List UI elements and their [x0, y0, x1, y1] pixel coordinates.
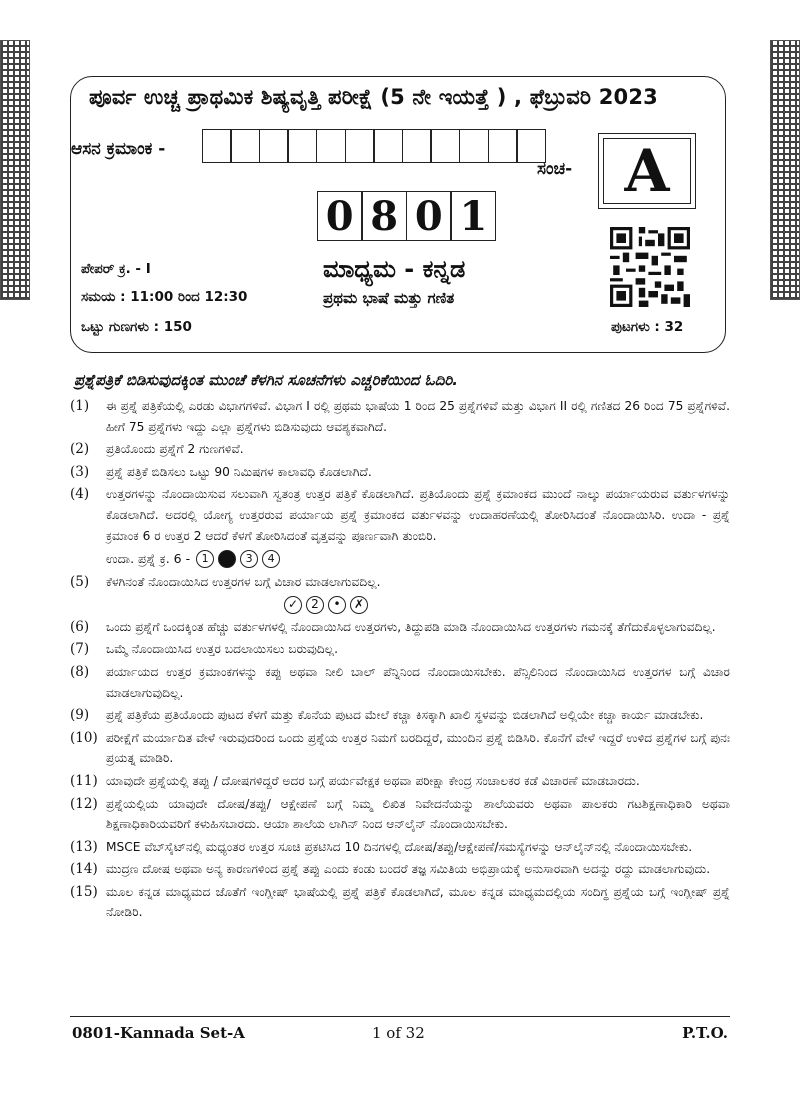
code-digit: 1 — [450, 191, 496, 241]
roll-digit-box[interactable] — [316, 129, 346, 163]
paper-number: ಪೇಪರ್ ಕ್ರ. - I — [81, 261, 151, 277]
option-circle-filled — [218, 550, 236, 568]
instruction-item: (2) ಪ್ರತಿಯೊಂದು ಪ್ರಶ್ನೆಗೆ 2 ಗುಣಗಳಿವೆ. — [70, 441, 244, 458]
instructions-heading: ಪ್ರಶ್ನೆಪತ್ರಿಕೆ ಬಿಡಿಸುವುದಕ್ಕಿಂತ ಮುಂಚೆ ಕೆಳಗಿನ ಸೂಚನೆಗಳು ಎಚ್ಚರಿಕೆಯಿಂದ ಓದಿರಿ. — [74, 371, 458, 389]
roll-digit-box[interactable] — [459, 129, 489, 163]
roll-number-boxes[interactable] — [203, 129, 546, 163]
footer-pto: P.T.O. — [682, 1024, 728, 1042]
roll-digit-box[interactable] — [287, 129, 317, 163]
decorative-border-right — [770, 40, 800, 300]
code-digit: 8 — [361, 191, 407, 241]
instruction-item: (3) ಪ್ರಶ್ನೆ ಪತ್ರಿಕೆ ಬಿಡಿಸಲು ಒಟ್ಟು 90 ನಿಮಿಷಗಳ ಕಾಲಾವಧಿ ಕೊಡಲಾಗಿದೆ. — [70, 463, 372, 480]
roll-digit-box[interactable] — [516, 129, 546, 163]
qr-code-icon — [610, 227, 690, 307]
medium-label: ಮಾಧ್ಯಮ - ಕನ್ನಡ — [323, 255, 466, 283]
instructions-list — [70, 396, 730, 925]
instruction-item: (7) ಒಮ್ಮೆ ನೊಂದಾಯಿಸಿದ ಉತ್ತರ ಬದಲಾಯಿಸಲು ಬರುವುದಿಲ್ಲ. — [70, 641, 338, 658]
example-label: ಉದಾ. ಪ್ರಶ್ನೆ ಕ್ರ. 6 - — [106, 550, 191, 566]
exam-time: ಸಮಯ : 11:00 ರಿಂದ 12:30 — [81, 289, 248, 305]
set-label: ಸಂಚ- — [537, 159, 573, 179]
roll-digit-box[interactable] — [202, 129, 232, 163]
roll-digit-box[interactable] — [230, 129, 260, 163]
header-box — [70, 76, 726, 353]
roll-digit-box[interactable] — [430, 129, 460, 163]
instruction-item: (12) ಪ್ರಶ್ನೆಯಲ್ಲಿಯ ಯಾವುದೇ ದೋಷ/ತಪ್ಪು/ ಆಕ್ಷೇಪಣೆ ಬಗ್ಗೆ ನಿಮ್ಮ ಲಿಖಿತ ನಿವೇದನೆಯನ್ನು ಶಾಲೆಯವರು ಅಥವಾ ಪಾಲಕರು ಗಟಶಿಕ್ಷಣಾಧಿಕಾರಿ ಅಥವಾ ಶಿಕ್ಷಣಾಧಿಕಾರಿಯವರಿಗೆ ಕಳುಹಿಸಬಾರದು. ಆಯಾ ಶಾಲೆಯ ಲಾಗಿನ್ ನಿಂದ ಆನ್‌ಲೈನ್ ನೊಂದಾಯಿಸಬೇಕು. — [70, 795, 730, 832]
subject-label: ಪ್ರಥಮ ಭಾಷೆ ಮತ್ತು ಗಣಿತ — [323, 289, 455, 307]
roll-digit-box[interactable] — [402, 129, 432, 163]
instruction-item: (6) ಒಂದು ಪ್ರಶ್ನೆಗೆ ಒಂದಕ್ಕಿಂತ ಹೆಚ್ಚು ವರ್ತುಳಗಳಲ್ಲಿ ನೊಂದಾಯಿಸಿದ ಉತ್ತರಗಳು, ತಿದ್ದುಪಡಿ ಮಾಡಿ ನೊಂದಾಯಿಸಿದ ಉತ್ತರಗಳು ಗಮನಕ್ಕೆ ತೆಗೆದುಕೊಳ್ಳಲಾಗುವದಿಲ್ಲ. — [70, 618, 716, 635]
footer-code: 0801-Kannada Set-A — [72, 1024, 245, 1042]
instruction-item: (5) ಕೆಳಗಿನಂತೆ ನೊಂದಾಯಿಸಿದ ಉತ್ತರಗಳ ಬಗ್ಗೆ ವಿಚಾರ ಮಾಡಲಾಗುವದಿಲ್ಲ. — [70, 574, 381, 591]
dot-circle-icon: • — [328, 596, 346, 614]
check-mark-icon: ✓ — [284, 596, 302, 614]
option-circle: 4 — [262, 550, 280, 568]
code-digit: 0 — [406, 191, 452, 241]
instruction-item: (1) ಈ ಪ್ರಶ್ನೆ ಪತ್ರಿಕೆಯಲ್ಲಿ ಎರಡು ವಿಭಾಗಗಳಿವೆ. ವಿಭಾಗ I ರಲ್ಲಿ ಪ್ರಥಮ ಭಾಷೆಯ 1 ರಿಂದ 25 ಪ್ರಶ್ನೆಗಳಿವೆ ಮತ್ತು ವಿಭಾಗ II ರಲ್ಲಿ ಗಣಿತದ 26 ರಿಂದ 75 ಪ್ರಶ್ನೆಗಳಿವೆ. ಹೀಗೆ 75 ಪ್ರಶ್ನೆಗಳು ಇದ್ದು ಎಲ್ಲಾ ಪ್ರಶ್ನೆಗಳು ಬಿಡಿಸುವುದು ಆವಶ್ಯಕವಾಗಿದೆ. — [70, 398, 730, 434]
total-marks: ಒಟ್ಟು ಗುಣಗಳು : 150 — [81, 319, 192, 335]
strike-circle-icon: 2 — [306, 596, 324, 614]
instruction-item: (15) ಮೂಲ ಕನ್ನಡ ಮಾಧ್ಯಮದ ಜೊತೆಗೆ ಇಂಗ್ಲೀಷ್ ಭಾಷೆಯಲ್ಲಿ ಪ್ರಶ್ನೆ ಪತ್ರಿಕೆ ಕೊಡಲಾಗಿದೆ, ಮೂಲ ಕನ್ನಡ ಮಾಧ್ಯಮದಲ್ಲಿಯ ಸಂದಿಗ್ಧ ಪ್ರಶ್ನೆಯ ಬಗ್ಗೆ ಇಂಗ್ಲೀಷ್ ಪ್ರಶ್ನೆ ನೋಡಿರಿ. — [70, 883, 730, 920]
set-value: A — [603, 138, 691, 204]
instruction-item: (10) ಪರೀಕ್ಷೆಗೆ ಮರ್ಯಾದಿತ ವೇಳೆ ಇರುವುದರಿಂದ ಒಂದು ಪ್ರಶ್ನೆಯ ಉತ್ತರ ನಿಮಗೆ ಬರದಿದ್ದರೆ, ಮುಂದಿನ ಪ್ರಶ್ನೆ ಬಿಡಿಸಿರಿ. ಕೊನೆಗೆ ವೇಳೆ ಇದ್ದರೆ ಉಳಿದ ಪ್ರಶ್ನೆಗಳ ಬಗ್ಗೆ ಪುನಃ ಪ್ರಯತ್ನ ಮಾಡಿರಿ. — [70, 729, 730, 766]
option-circle: 1 — [196, 550, 214, 568]
roll-number-label: ಆಸನ ಕ್ರಮಾಂಕ - — [71, 139, 166, 159]
roll-digit-box[interactable] — [259, 129, 289, 163]
answer-example — [106, 548, 730, 570]
instruction-item: (14) ಮುದ್ರಣ ದೋಷ ಅಥವಾ ಅನ್ಯ ಕಾರಣಗಳಿಂದ ಪ್ರಶ್ನೆ ತಪ್ಪು ಎಂದು ಕಂಡು ಬಂದರೆ ತಜ್ಞ ಸಮಿತಿಯ ಅಭಿಪ್ರಾಯಕ್ಕೆ ಅನುಸಾರವಾಗಿ ಅದನ್ನು ರದ್ದು ಮಾಡಲಾಗುವುದು. — [70, 861, 711, 878]
roll-digit-box[interactable] — [345, 129, 375, 163]
roll-digit-box[interactable] — [488, 129, 518, 163]
roll-digit-box[interactable] — [373, 129, 403, 163]
page-count: ಪುಟಗಳು : 32 — [611, 319, 684, 335]
decorative-border-left — [0, 40, 30, 300]
footer-page-number: 1 of 32 — [372, 1024, 425, 1042]
exam-title: ಪೂರ್ವ ಉಚ್ಚ ಪ್ರಾಥಮಿಕ ಶಿಷ್ಯವೃತ್ತಿ ಪರೀಕ್ಷೆ (5 ನೇ ಇಯತ್ತೆ ) , ಫೆಬ್ರುವರಿ 2023 — [89, 85, 658, 109]
cross-mark-icon: ✗ — [350, 596, 368, 614]
instruction-item: (13) MSCE ವೆಬ್‌ಸೈಟ್‌ನಲ್ಲಿ ಮಧ್ಯಂತರ ಉತ್ತರ ಸೂಚಿ ಪ್ರಕಟಿಸಿದ 10 ದಿನಗಳಲ್ಲಿ ದೋಷ/ತಪ್ಪು/ಆಕ್ಷೇಪಣೆ/ಸಮಸ್ಯೆಗಳನ್ನು ಆನ್‌ಲೈನ್‌ನಲ್ಲಿ ನೊಂದಾಯಿಸಬೇಕು. — [70, 838, 693, 855]
code-digit: 0 — [317, 191, 363, 241]
option-circle: 3 — [240, 550, 258, 568]
wrong-marking-examples — [284, 595, 730, 615]
footer-divider — [70, 1016, 730, 1017]
paper-code-boxes — [318, 191, 496, 241]
set-box — [598, 133, 696, 209]
instruction-item: (8) ಪರ್ಯಾಯದ ಉತ್ತರ ಕ್ರಮಾಂಕಗಳನ್ನು ಕಪ್ಪು ಅಥವಾ ನೀಲಿ ಬಾಲ್ ಪೆನ್ನಿನಿಂದ ನೊಂದಾಯಿಸಬೇಕು. ಪೆನ್ಸಿಲಿನಿಂದ ನೊಂದಾಯಿಸಿದ ಉತ್ತರಗಳ ಬಗ್ಗೆ ವಿಚಾರ ಮಾಡಲಾಗುವುದಿಲ್ಲ. — [70, 663, 730, 700]
instruction-item: (9) ಪ್ರಶ್ನೆ ಪತ್ರಿಕೆಯ ಪ್ರತಿಯೊಂದು ಪುಟದ ಕೆಳಗೆ ಮತ್ತು ಕೊನೆಯ ಪುಟದ ಮೇಲೆ ಕಚ್ಚಾ ಕಿಸಕ್ಕಾಗಿ ಖಾಲಿ ಸ್ಥಳವನ್ನು ಬಿಡಲಾಗಿದೆ ಅಲ್ಲಿಯೇ ಕಚ್ಚಾ ಕಾರ್ಯ ಮಾಡಬೇಕು. — [70, 707, 704, 724]
instruction-item: (4) ಉತ್ತರಗಳನ್ನು ನೊಂದಾಯಿಸುವ ಸಲುವಾಗಿ ಸ್ವತಂತ್ರ ಉತ್ತರ ಪತ್ರಿಕೆ ಕೊಡಲಾಗಿದೆ. ಪ್ರತಿಯೊಂದು ಪ್ರಶ್ನೆ ಕ್ರಮಾಂಕದ ಮುಂದೆ ನಾಲ್ಕು ಪರ್ಯಾಯರುವ ವರ್ತುಳಗಳನ್ನು ಕೊಡಲಾಗಿದೆ. ಅದರಲ್ಲಿ ಯೋಗ್ಯ ಉತ್ತರರುವ ಪರ್ಯಾಯ ಪ್ರಶ್ನೆ ಕ್ರಮಾಂಕದ ವರ್ತುಳವನ್ನು ಉದಾಹರಣೆಯಲ್ಲಿ ತೋರಿಸಿದಂತೆ ನೊಂದಾಯಿಸಿರಿ. ಉದಾ - ಪ್ರಶ್ನೆ ಕ್ರಮಾಂಕ 6 ರ ಉತ್ತರ 2 ಆದರೆ ಕೆಳಗೆ ತೋರಿಸಿದಂತೆ ವೃತ್ತವನ್ನು ಪೂರ್ಣವಾಗಿ ತುಂಬಿರಿ. — [70, 486, 730, 543]
instruction-item: (11) ಯಾವುದೇ ಪ್ರಶ್ನೆಯಲ್ಲಿ ತಪ್ಪು / ದೋಷಗಳಿದ್ದರೆ ಅದರ ಬಗ್ಗೆ ಪರ್ಯವೇಕ್ಷಕ ಅಥವಾ ಪರೀಕ್ಷಾ ಕೇಂದ್ರ ಸಂಚಾಲಕರ ಕಡೆ ವಿಚಾರಣೆ ಮಾಡಬಾರದು. — [70, 772, 640, 789]
